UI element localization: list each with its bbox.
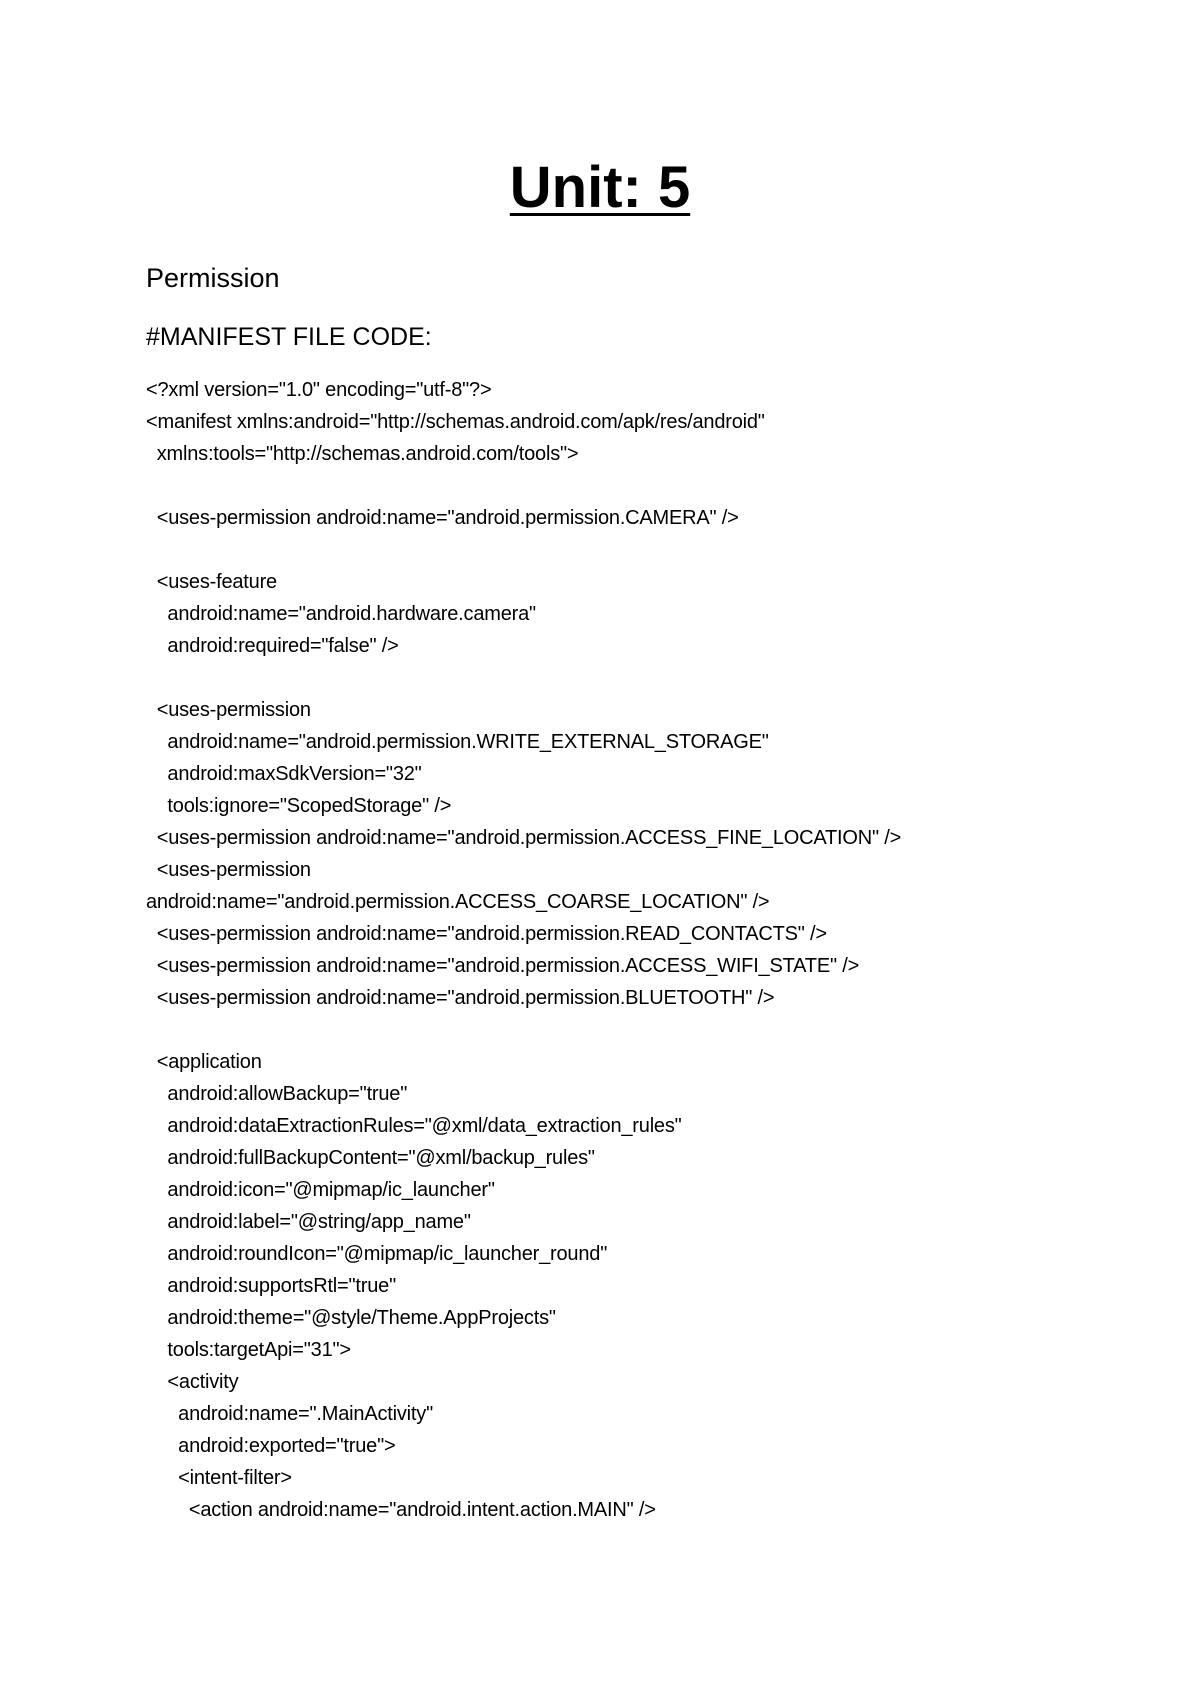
code-line: <uses-feature [146,571,277,593]
code-block [146,374,1146,1526]
code-line: <manifest xmlns:android="http://schemas.android.com/apk/res/android" [146,411,765,433]
code-line: <intent-filter> [146,1467,292,1489]
code-line: android:name="android.permission.WRITE_EXTERNAL_STORAGE" [146,731,769,753]
code-line: tools:ignore="ScopedStorage" /> [146,795,452,817]
section-heading: Permission [146,263,280,293]
code-line: android:roundIcon="@mipmap/ic_launcher_round" [146,1243,608,1265]
page-title-text: Unit: 5 [509,155,691,220]
code-line: android:supportsRtl="true" [146,1275,396,1297]
code-line: <uses-permission android:name="android.permission.ACCESS_FINE_LOCATION" /> [146,827,902,849]
code-line: <uses-permission [146,859,311,881]
code-line: <uses-permission android:name="android.permission.ACCESS_WIFI_STATE" /> [146,955,860,977]
code-line: <uses-permission android:name="android.permission.READ_CONTACTS" /> [146,923,827,945]
code-line: android:maxSdkVersion="32" [146,763,422,785]
code-line: <uses-permission android:name="android.permission.CAMERA" /> [146,507,739,529]
code-line: <application [146,1051,262,1073]
code-line: <uses-permission [146,699,311,721]
code-line [146,470,1146,502]
code-line: xmlns:tools="http://schemas.android.com/tools"> [146,443,579,465]
code-line: android:required="false" /> [146,635,399,657]
code-line: android:icon="@mipmap/ic_launcher" [146,1179,495,1201]
page-title [0,152,1200,224]
code-line: android:allowBackup="true" [146,1083,408,1105]
code-line: android:label="@string/app_name" [146,1211,471,1233]
code-line: <?xml version="1.0" encoding="utf-8"?> [146,379,492,401]
code-line: android:fullBackupContent="@xml/backup_rules" [146,1147,595,1169]
code-line: android:name=".MainActivity" [146,1403,433,1425]
code-line: android:exported="true"> [146,1435,396,1457]
code-line: android:name="android.permission.ACCESS_COARSE_LOCATION" /> [146,891,770,913]
code-line: <action android:name="android.intent.action.MAIN" /> [146,1499,656,1521]
code-line: android:theme="@style/Theme.AppProjects" [146,1307,556,1329]
code-line: android:name="android.hardware.camera" [146,603,536,625]
code-line: android:dataExtractionRules="@xml/data_extraction_rules" [146,1115,682,1137]
code-line: tools:targetApi="31"> [146,1339,351,1361]
code-line: <activity [146,1371,239,1393]
code-line [146,534,1146,566]
code-line [146,1014,1146,1046]
code-line: <uses-permission android:name="android.permission.BLUETOOTH" /> [146,987,775,1009]
sub-heading: #MANIFEST FILE CODE: [146,323,432,351]
code-line [146,662,1146,694]
